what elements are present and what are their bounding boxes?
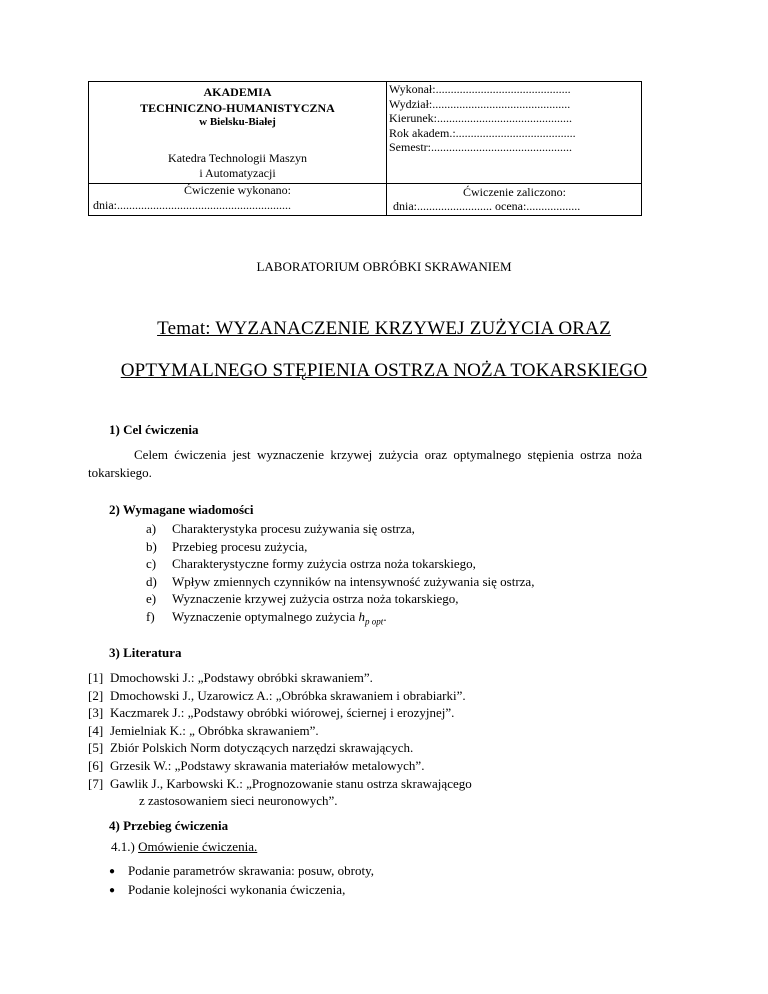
student-fields xyxy=(389,82,639,155)
header-table xyxy=(88,81,642,216)
list-item: [3] Kaczmarek J.: „Podstawy obróbki wiórowej, ściernej i erozyjnej”. xyxy=(88,705,455,721)
list-item: [5] Zbiór Polskich Norm dotyczących narzędzi skrawających. xyxy=(88,740,414,756)
topic-line1: Temat: WYZANACZENIE KRZYWEJ ZUŻYCIA ORAZ xyxy=(157,318,611,339)
done-date-field: dnia:.......................................................... xyxy=(93,198,291,212)
list-item: [1] Dmochowski J.: „Podstawy obróbki skrawaniem”. xyxy=(88,670,373,685)
section-heading-knowledge: 2) Wymagane wiadomości xyxy=(109,502,254,517)
university-name-line2: TECHNICZNO-HUMANISTYCZNA xyxy=(140,101,335,115)
university-city: w Bielsku-Białej xyxy=(199,116,276,128)
exercise-passed-label: Ćwiczenie zaliczono: xyxy=(463,185,566,199)
list-item: [7] Gawlik J., Karbowski K.: „Prognozowanie stanu ostrza skrawającego xyxy=(88,775,472,791)
procedure-bullets xyxy=(109,862,374,899)
passed-date-grade-field: dnia:......................... ocena:.................. xyxy=(393,199,581,213)
topic-line2: OPTYMALNEGO STĘPIENIA OSTRZA NOŻA TOKARSKIEGO xyxy=(120,360,648,381)
symbol-subscript: p opt xyxy=(365,616,384,627)
university-block xyxy=(89,82,386,181)
university-name-line1: AKADEMIA xyxy=(203,85,272,99)
list-item: [6] Grzesik W.: „Podstawy skrawania materiałów metalowych”. xyxy=(88,757,425,773)
lab-title: LABORATORIUM OBRÓBKI SKRAWANIEM xyxy=(256,259,512,274)
field-major: Kierunek:............................................. xyxy=(389,111,572,125)
list-item: c) Charakterystyczne formy zużycia ostrza noża tokarskiego, xyxy=(146,556,476,572)
list-item: f) Wyznaczenie optymalnego zużycia $h_{p opt}$. xyxy=(146,608,387,627)
literature-list xyxy=(88,669,472,810)
department-line1: Katedra Technologii Maszyn xyxy=(168,151,307,165)
section-heading-goal: 1) Cel ćwiczenia xyxy=(109,422,199,437)
list-item: e) Wyznaczenie krzywej zużycia ostrza noża tokarskiego, xyxy=(146,591,459,607)
symbol-h: h xyxy=(358,608,366,624)
department-line2: i Automatyzacji xyxy=(199,166,276,180)
bullet-icon: ● xyxy=(109,884,116,896)
list-item: d) Wpływ zmiennych czynników na intensywność zużywania się ostrza, xyxy=(146,573,535,589)
list-item: [4] Jemielniak K.: „ Obróbka skrawaniem”. xyxy=(88,722,319,738)
field-faculty: Wydział:.............................................. xyxy=(389,96,571,111)
list-item: b) Przebieg procesu zużycia, xyxy=(146,538,308,554)
list-item: [2] Dmochowski J., Uzarowicz A.: „Obróbka skrawaniem i obrabiarki”. xyxy=(88,687,466,703)
goal-text: Celem ćwiczenia jest wyznaczenie krzywej zużycia oraz optymalnego stępienia ostrza noża tokarskiego. xyxy=(88,447,642,480)
list-item: ● Podanie kolejności wykonania ćwiczenia, xyxy=(109,881,374,900)
subsection-title: Omówienie ćwiczenia. xyxy=(138,839,258,854)
exercise-done-label: Ćwiczenie wykonano: xyxy=(184,183,291,197)
field-performed-by: Wykonał:............................................. xyxy=(389,82,571,96)
bullet-icon: ● xyxy=(109,866,116,877)
knowledge-list xyxy=(146,520,534,631)
field-academic-year: Rok akadem.:........................................ xyxy=(389,125,576,140)
subsection-4-1: 4.1.) Omówienie ćwiczenia. xyxy=(111,839,258,854)
section-heading-procedure: 4) Przebieg ćwiczenia xyxy=(109,818,229,833)
field-semester: Semestr:............................................... xyxy=(389,140,572,154)
list-item: ● Podanie parametrów skrawania: posuw, obroty, xyxy=(109,862,374,881)
section-heading-literature: 3) Literatura xyxy=(109,645,182,660)
list-item-continuation: z zastosowaniem sieci neuronowych”. xyxy=(139,793,338,809)
list-item: a) Charakterystyka procesu zużywania się ostrza, xyxy=(146,521,415,536)
